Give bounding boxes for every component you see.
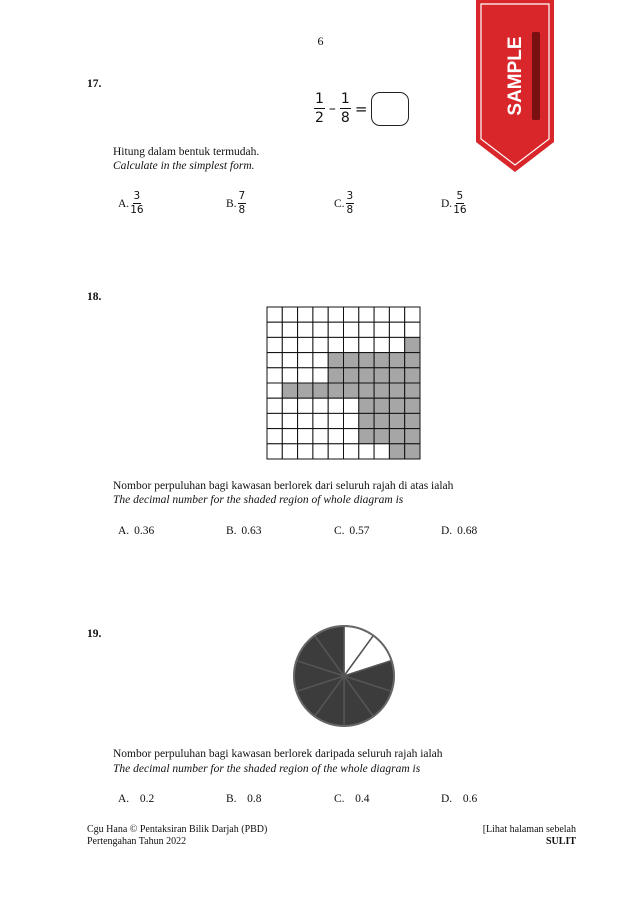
footer-right — [483, 824, 576, 848]
option-value: 0.4 — [355, 793, 370, 805]
grid-cell-shaded — [389, 353, 404, 368]
q17-number: 17. — [87, 78, 102, 90]
grid-cell — [267, 307, 282, 322]
grid-cell-shaded — [389, 413, 404, 428]
q18-option-b[interactable] — [226, 525, 262, 537]
grid-cell — [328, 322, 343, 337]
q19-number: 19. — [87, 628, 102, 640]
option-den: 8 — [346, 204, 354, 216]
option-fraction — [238, 190, 247, 217]
q19-option-b[interactable] — [226, 793, 262, 805]
q19-circle-diagram — [290, 622, 398, 730]
q19-option-a[interactable] — [118, 793, 154, 805]
grid-cell — [389, 322, 404, 337]
grid-cell — [313, 307, 328, 322]
option-num: 5 — [456, 190, 464, 202]
grid-cell — [344, 413, 359, 428]
option-label: B. — [226, 197, 237, 210]
grid-cell — [313, 353, 328, 368]
grid-cell — [282, 444, 297, 459]
q18-option-a[interactable] — [118, 525, 154, 537]
grid-cell — [374, 444, 389, 459]
option-label: D. — [441, 525, 453, 537]
grid-cell — [298, 429, 313, 444]
grid-cell — [313, 337, 328, 352]
grid-cell — [313, 429, 328, 444]
grid-cell — [298, 307, 313, 322]
q18-option-c[interactable] — [334, 525, 370, 537]
grid-cell-shaded — [374, 413, 389, 428]
grid-cell — [374, 337, 389, 352]
q17-fraction-a — [314, 90, 325, 127]
grid-cell — [313, 413, 328, 428]
grid-cell — [282, 307, 297, 322]
page-number: 6 — [317, 34, 324, 48]
grid-cell-shaded — [389, 383, 404, 398]
grid-cell — [282, 413, 297, 428]
q17-answer-box[interactable] — [371, 92, 409, 126]
q17-text-en: Calculate in the simplest form. — [113, 160, 255, 172]
grid-cell — [359, 322, 374, 337]
grid-cell — [282, 322, 297, 337]
grid-cell — [282, 353, 297, 368]
grid-cell — [389, 307, 404, 322]
option-fraction — [130, 190, 143, 217]
grid-cell-shaded — [359, 398, 374, 413]
grid-cell-shaded — [405, 337, 420, 352]
grid-cell — [328, 429, 343, 444]
ribbon-label: SAMPLE — [505, 36, 526, 116]
option-label: C. — [334, 793, 345, 805]
grid-cell — [267, 368, 282, 383]
grid-cell-shaded — [359, 429, 374, 444]
grid-cell-shaded — [374, 398, 389, 413]
q17-fraction-a-den: 2 — [315, 110, 324, 126]
grid-cell — [359, 337, 374, 352]
grid-cell-shaded — [405, 368, 420, 383]
grid-cell — [298, 337, 313, 352]
option-value: 0.63 — [241, 525, 262, 537]
grid-cell-shaded — [344, 383, 359, 398]
grid-cell — [313, 322, 328, 337]
option-fraction — [453, 190, 466, 217]
grid-cell-shaded — [344, 353, 359, 368]
grid-cell-shaded — [374, 429, 389, 444]
q18-option-d[interactable] — [441, 525, 477, 537]
grid-cell — [344, 307, 359, 322]
grid-cell-shaded — [344, 368, 359, 383]
option-label: A. — [118, 525, 130, 537]
grid-cell — [405, 322, 420, 337]
q17-option-c[interactable] — [334, 190, 354, 217]
grid-cell — [344, 322, 359, 337]
grid-cell — [313, 368, 328, 383]
grid-cell-shaded — [374, 353, 389, 368]
option-value: 0.68 — [457, 525, 478, 537]
grid-cell-shaded — [405, 383, 420, 398]
sample-ribbon — [474, 0, 556, 176]
q17-option-d[interactable] — [441, 190, 467, 217]
grid-cell-shaded — [328, 368, 343, 383]
grid-cell — [282, 429, 297, 444]
grid-cell — [267, 429, 282, 444]
option-den: 8 — [238, 204, 246, 216]
option-label: A. — [118, 197, 130, 210]
option-num: 3 — [346, 190, 354, 202]
grid-cell — [389, 337, 404, 352]
option-fraction — [346, 190, 355, 217]
grid-cell-shaded — [313, 383, 328, 398]
grid-cell — [328, 307, 343, 322]
grid-cell — [267, 383, 282, 398]
q17-fraction-a-num: 1 — [315, 91, 324, 107]
grid-cell — [298, 413, 313, 428]
q19-option-c[interactable] — [334, 793, 370, 805]
q17-minus-sign: – — [328, 100, 336, 117]
q18-text-ms: Nombor perpuluhan bagi kawasan berlorek dari seluruh rajah di atas ialah — [113, 480, 454, 492]
option-num: 3 — [133, 190, 141, 202]
grid-cell — [298, 322, 313, 337]
footer-right-line2: SULIT — [545, 836, 576, 847]
grid-cell — [282, 398, 297, 413]
grid-cell — [359, 307, 374, 322]
grid-cell — [344, 337, 359, 352]
option-label: A. — [118, 793, 130, 805]
q18-text-en: The decimal number for the shaded region of whole diagram is — [113, 494, 404, 506]
grid-cell-shaded — [374, 383, 389, 398]
grid-cell-shaded — [359, 368, 374, 383]
grid-cell — [282, 368, 297, 383]
grid-cell-shaded — [389, 444, 404, 459]
grid-cell-shaded — [359, 413, 374, 428]
grid-cell — [374, 322, 389, 337]
q17-fraction-b-den: 8 — [340, 110, 350, 126]
footer-left-line2: Pertengahan Tahun 2022 — [87, 836, 187, 847]
grid-cell-shaded — [374, 368, 389, 383]
grid-cell — [267, 322, 282, 337]
q17-fraction-b-num: 1 — [340, 91, 350, 107]
grid-cell-shaded — [328, 383, 343, 398]
q17-equation — [314, 90, 409, 127]
grid-cell-shaded — [328, 353, 343, 368]
grid-cell — [344, 444, 359, 459]
footer-left-line1: Cgu Hana © Pentaksiran Bilik Darjah (PBD) — [87, 824, 268, 835]
grid-cell — [267, 444, 282, 459]
q18-grid-diagram — [266, 306, 422, 460]
grid-cell — [313, 398, 328, 413]
grid-cell — [328, 444, 343, 459]
q19-text-ms: Nombor perpuluhan bagi kawasan berlorek daripada seluruh rajah ialah — [113, 748, 443, 760]
grid-cell-shaded — [389, 398, 404, 413]
option-value: 0.6 — [462, 793, 478, 805]
option-label: B. — [226, 793, 237, 805]
q17-text-ms: Hitung dalam bentuk termudah. — [113, 146, 260, 158]
option-label: C. — [334, 197, 345, 210]
grid-cell-shaded — [405, 413, 420, 428]
q18-number: 18. — [87, 291, 102, 303]
option-label: D. — [441, 793, 453, 805]
grid-cell-shaded — [282, 383, 297, 398]
grid-cell — [298, 368, 313, 383]
option-den: 16 — [130, 204, 144, 216]
grid-cell-shaded — [389, 368, 404, 383]
grid-cell — [282, 337, 297, 352]
grid-cell-shaded — [389, 429, 404, 444]
grid-cell — [267, 413, 282, 428]
q17-equals-sign: = — [354, 99, 368, 118]
option-num: 7 — [238, 190, 246, 202]
footer-left — [87, 824, 267, 848]
grid-cell — [405, 307, 420, 322]
grid-cell — [359, 444, 374, 459]
q17-option-a[interactable] — [118, 190, 144, 217]
q19-text-en: The decimal number for the shaded region of the whole diagram is — [113, 763, 421, 775]
grid-cell-shaded — [298, 383, 313, 398]
grid-cell — [298, 444, 313, 459]
option-label: D. — [441, 197, 453, 210]
grid-cell — [374, 307, 389, 322]
grid-cell-shaded — [405, 353, 420, 368]
grid-cell — [267, 337, 282, 352]
grid-cell-shaded — [359, 383, 374, 398]
option-label: B. — [226, 525, 237, 537]
grid-cell — [328, 398, 343, 413]
q17-fraction-b — [340, 90, 351, 127]
grid-cell-shaded — [405, 444, 420, 459]
option-den: 16 — [453, 204, 467, 216]
option-value: 0.57 — [349, 525, 370, 537]
q19-option-d[interactable] — [441, 793, 477, 805]
grid-cell — [344, 429, 359, 444]
footer-right-line1: [Lihat halaman sebelah — [482, 824, 576, 835]
option-value: 0.2 — [139, 793, 155, 805]
option-label: C. — [334, 525, 345, 537]
option-value: 0.8 — [247, 793, 262, 805]
grid-cell — [328, 337, 343, 352]
grid-cell — [298, 353, 313, 368]
grid-cell — [298, 398, 313, 413]
grid-cell-shaded — [405, 398, 420, 413]
grid-cell — [267, 398, 282, 413]
grid-cell — [328, 413, 343, 428]
grid-cell-shaded — [359, 353, 374, 368]
ribbon-sub-strip — [532, 32, 540, 120]
grid-cell — [313, 444, 328, 459]
q17-option-b[interactable] — [226, 190, 246, 217]
grid-cell — [267, 353, 282, 368]
option-value: 0.36 — [134, 525, 155, 537]
grid-cell-shaded — [405, 429, 420, 444]
grid-cell — [344, 398, 359, 413]
